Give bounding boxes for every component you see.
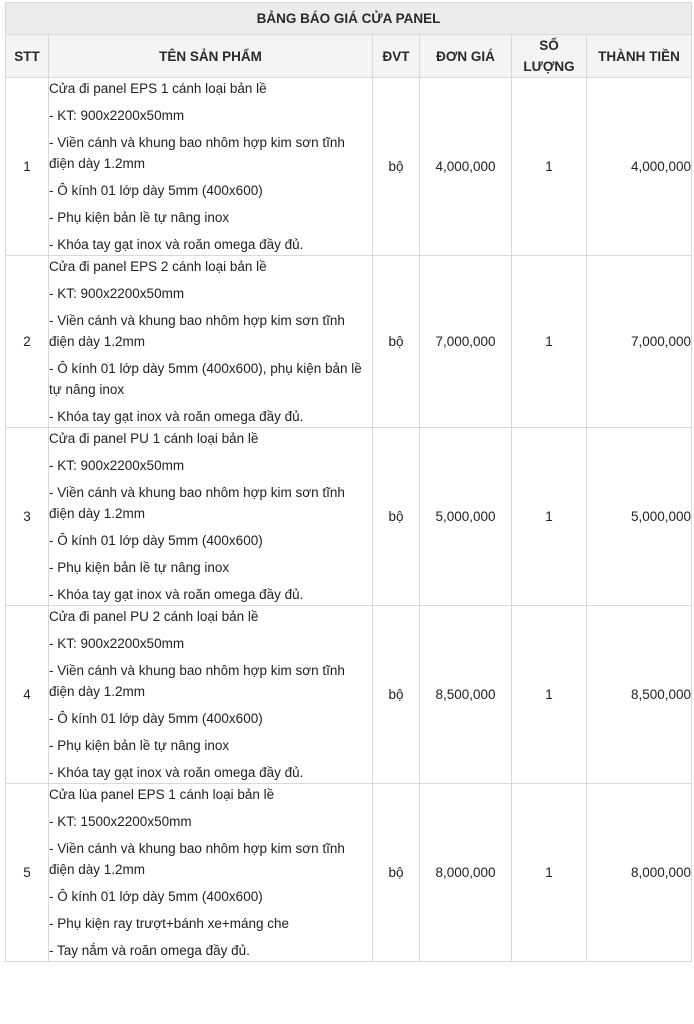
table-body — [6, 78, 692, 962]
description-line: - Khóa tay gạt inox và roăn omega đầy đủ. — [49, 237, 304, 252]
description-line: Cửa đi panel EPS 2 cánh loại bản lề — [49, 259, 267, 274]
description-line: - KT: 900x2200x50mm — [49, 286, 185, 301]
description-line: Cửa đi panel PU 1 cánh loại bản lề — [49, 431, 259, 446]
description-line: Cửa đi panel PU 2 cánh loại bản lề — [49, 609, 259, 624]
table-row — [6, 256, 692, 428]
description-line: Cửa lùa panel EPS 1 cánh loại bản lề — [49, 787, 275, 802]
description-line: - KT: 900x2200x50mm — [49, 108, 185, 123]
cell-unit-price: 5,000,000 — [420, 428, 512, 606]
cell-product-description — [49, 428, 373, 606]
cell-product-description — [49, 606, 373, 784]
table-row — [6, 78, 692, 256]
description-line: - Phụ kiện bản lề tự nâng inox — [49, 560, 230, 575]
description-line: - KT: 900x2200x50mm — [49, 636, 185, 651]
cell-unit: bộ — [373, 606, 420, 784]
cell-stt: 4 — [6, 606, 49, 784]
header-product-name: TÊN SẢN PHẨM — [49, 35, 373, 78]
header-total: THÀNH TIỀN — [587, 35, 692, 78]
cell-quantity: 1 — [512, 78, 587, 256]
cell-unit-price: 7,000,000 — [420, 256, 512, 428]
description-line: Cửa đi panel EPS 1 cánh loại bản lề — [49, 81, 267, 96]
description-line: - Phụ kiện bản lề tự nâng inox — [49, 210, 230, 225]
cell-product-description — [49, 78, 373, 256]
cell-total: 8,500,000 — [587, 606, 692, 784]
cell-stt: 3 — [6, 428, 49, 606]
cell-stt: 2 — [6, 256, 49, 428]
table-title-row — [6, 3, 692, 35]
description-line: - Viền cánh và khung bao nhôm hợp kim sơn tĩnh điện dày 1.2mm — [49, 313, 345, 349]
cell-unit: bộ — [373, 256, 420, 428]
description-line: - Tay nắm và roăn omega đầy đủ. — [49, 943, 250, 958]
cell-total: 8,000,000 — [587, 784, 692, 962]
description-line: - Phụ kiện ray trượt+bánh xe+máng che — [49, 916, 290, 931]
cell-unit: bộ — [373, 78, 420, 256]
cell-stt: 1 — [6, 78, 49, 256]
cell-product-description — [49, 784, 373, 962]
description-line: - Viền cánh và khung bao nhôm hợp kim sơn tĩnh điện dày 1.2mm — [49, 841, 345, 877]
header-unit: ĐVT — [373, 35, 420, 78]
cell-unit-price: 4,000,000 — [420, 78, 512, 256]
description-line: - Ô kính 01 lớp dày 5mm (400x600) — [49, 183, 263, 198]
cell-product-description — [49, 256, 373, 428]
cell-unit-price: 8,000,000 — [420, 784, 512, 962]
header-quantity: SỐ LƯỢNG — [512, 35, 587, 78]
cell-quantity: 1 — [512, 784, 587, 962]
description-line: - Ô kính 01 lớp dày 5mm (400x600) — [49, 889, 263, 904]
description-line: - Ô kính 01 lớp dày 5mm (400x600) — [49, 711, 263, 726]
description-line: - Phụ kiện bản lề tự nâng inox — [49, 738, 230, 753]
cell-total: 5,000,000 — [587, 428, 692, 606]
cell-unit-price: 8,500,000 — [420, 606, 512, 784]
table-row — [6, 784, 692, 962]
description-line: - Khóa tay gạt inox và roăn omega đầy đủ. — [49, 765, 304, 780]
cell-quantity: 1 — [512, 256, 587, 428]
cell-total: 7,000,000 — [587, 256, 692, 428]
description-line: - Khóa tay gạt inox và roăn omega đầy đủ. — [49, 409, 304, 424]
cell-total: 4,000,000 — [587, 78, 692, 256]
table-row — [6, 428, 692, 606]
description-line: - Viền cánh và khung bao nhôm hợp kim sơn tĩnh điện dày 1.2mm — [49, 485, 345, 521]
table-header-row — [6, 35, 692, 78]
table-title: BẢNG BÁO GIÁ CỬA PANEL — [6, 3, 692, 35]
description-line: - Viền cánh và khung bao nhôm hợp kim sơn tĩnh điện dày 1.2mm — [49, 135, 345, 171]
description-line: - KT: 1500x2200x50mm — [49, 814, 192, 829]
description-line: - Viền cánh và khung bao nhôm hợp kim sơn tĩnh điện dày 1.2mm — [49, 663, 345, 699]
cell-unit: bộ — [373, 428, 420, 606]
description-line: - Khóa tay gạt inox và roăn omega đầy đủ. — [49, 587, 304, 602]
cell-stt: 5 — [6, 784, 49, 962]
header-stt: STT — [6, 35, 49, 78]
price-table — [5, 2, 692, 962]
cell-quantity: 1 — [512, 606, 587, 784]
table-row — [6, 606, 692, 784]
description-line: - Ô kính 01 lớp dày 5mm (400x600), phụ kiện bản lề tự nâng inox — [49, 361, 362, 397]
cell-quantity: 1 — [512, 428, 587, 606]
cell-unit: bộ — [373, 784, 420, 962]
description-line: - KT: 900x2200x50mm — [49, 458, 185, 473]
description-line: - Ô kính 01 lớp dày 5mm (400x600) — [49, 533, 263, 548]
header-unit-price: ĐƠN GIÁ — [420, 35, 512, 78]
